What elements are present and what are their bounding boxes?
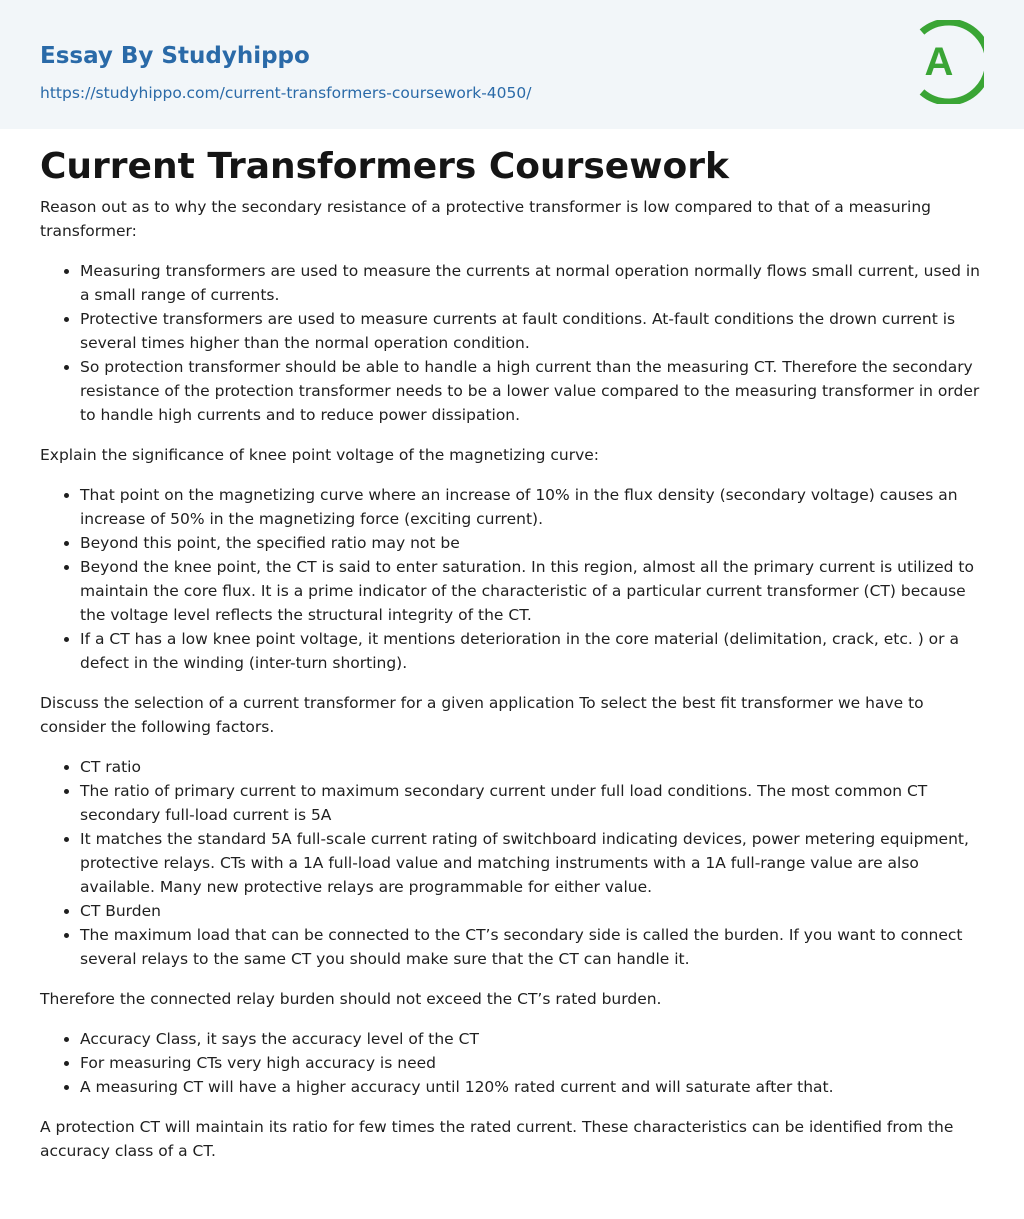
list-item: • Accuracy Class, it says the accuracy level of the CT (80, 1027, 984, 1051)
site-brand[interactable]: Essay By Studyhippo (40, 43, 310, 69)
list-item: • For measuring CTs very high accuracy is need (80, 1051, 984, 1075)
list-item: • Beyond the knee point, the CT is said to enter saturation. In this region, almost all the primary current is utilized to maintain the core flux. It is a prime indicator of the characteristic of a particular current transformer (CT) because the voltage level reflects the structural integrity of the CT. (80, 555, 984, 627)
list-item: • So protection transformer should be able to handle a high current than the measuring CT. Therefore the secondary resistance of the protection transformer needs to be a lower value compared to the measuring transformer in order to handle high currents and to reduce power dissipation. (80, 355, 984, 427)
section-4-list (40, 1027, 984, 1099)
list-item: • It matches the standard 5A full-scale current rating of switchboard indicating devices, power metering equipment, protective relays. CTs with a 1A full-load value and matching instruments with a 1A full-range value are also available. Many new protective relays are programmable for either value. (80, 827, 984, 899)
list-item: • Beyond this point, the specified ratio may not be (80, 531, 984, 555)
list-item: • That point on the magnetizing curve where an increase of 10% in the flux density (secondary voltage) causes an increase of 50% in the magnetizing force (exciting current). (80, 483, 984, 531)
list-item: • CT Burden (80, 899, 984, 923)
section-2-intro: Explain the significance of knee point voltage of the magnetizing curve: (40, 446, 600, 464)
closing-paragraph: A protection CT will maintain its ratio for few times the rated current. These characteristics can be identified from the accuracy class of a CT. (40, 1118, 954, 1160)
list-item: • The maximum load that can be connected to the CT’s secondary side is called the burden. If you want to connect several relays to the same CT you should make sure that the CT can handle it. (80, 923, 984, 971)
section-3-list (40, 755, 984, 971)
site-header (0, 0, 1024, 129)
essay-content (0, 129, 1024, 1163)
section-3-intro: Discuss the selection of a current transformer for a given application To select the best fit transformer we have to consider the following factors. (40, 694, 924, 736)
list-item: • Measuring transformers are used to measure the currents at normal operation normally flows small current, used in a small range of currents. (80, 259, 984, 307)
logo-letter: A (924, 40, 954, 84)
section-2-list (40, 483, 984, 675)
list-item: • A measuring CT will have a higher accuracy until 120% rated current and will saturate after that. (80, 1075, 984, 1099)
page-title: Current Transformers Coursework (40, 146, 729, 187)
section-1-list (40, 259, 984, 427)
section-4-intro: Therefore the connected relay burden should not exceed the CT’s rated burden. (40, 990, 662, 1008)
essay-url-link[interactable]: https://studyhippo.com/current-transformers-coursework-4050/ (40, 84, 532, 102)
studyhippo-logo-icon[interactable] (914, 20, 984, 104)
list-item: • The ratio of primary current to maximum secondary current under full load conditions. The most common CT secondary full-load current is 5A (80, 779, 984, 827)
section-1-intro: Reason out as to why the secondary resistance of a protective transformer is low compared to that of a measuring transformer: (40, 198, 932, 240)
list-item: • If a CT has a low knee point voltage, it mentions deterioration in the core material (delimitation, crack, etc. ) or a defect in the winding (inter-turn shorting). (80, 627, 984, 675)
list-item: • CT ratio (80, 755, 984, 779)
list-item: • Protective transformers are used to measure currents at fault conditions. At-fault conditions the drown current is several times higher than the normal operation condition. (80, 307, 984, 355)
